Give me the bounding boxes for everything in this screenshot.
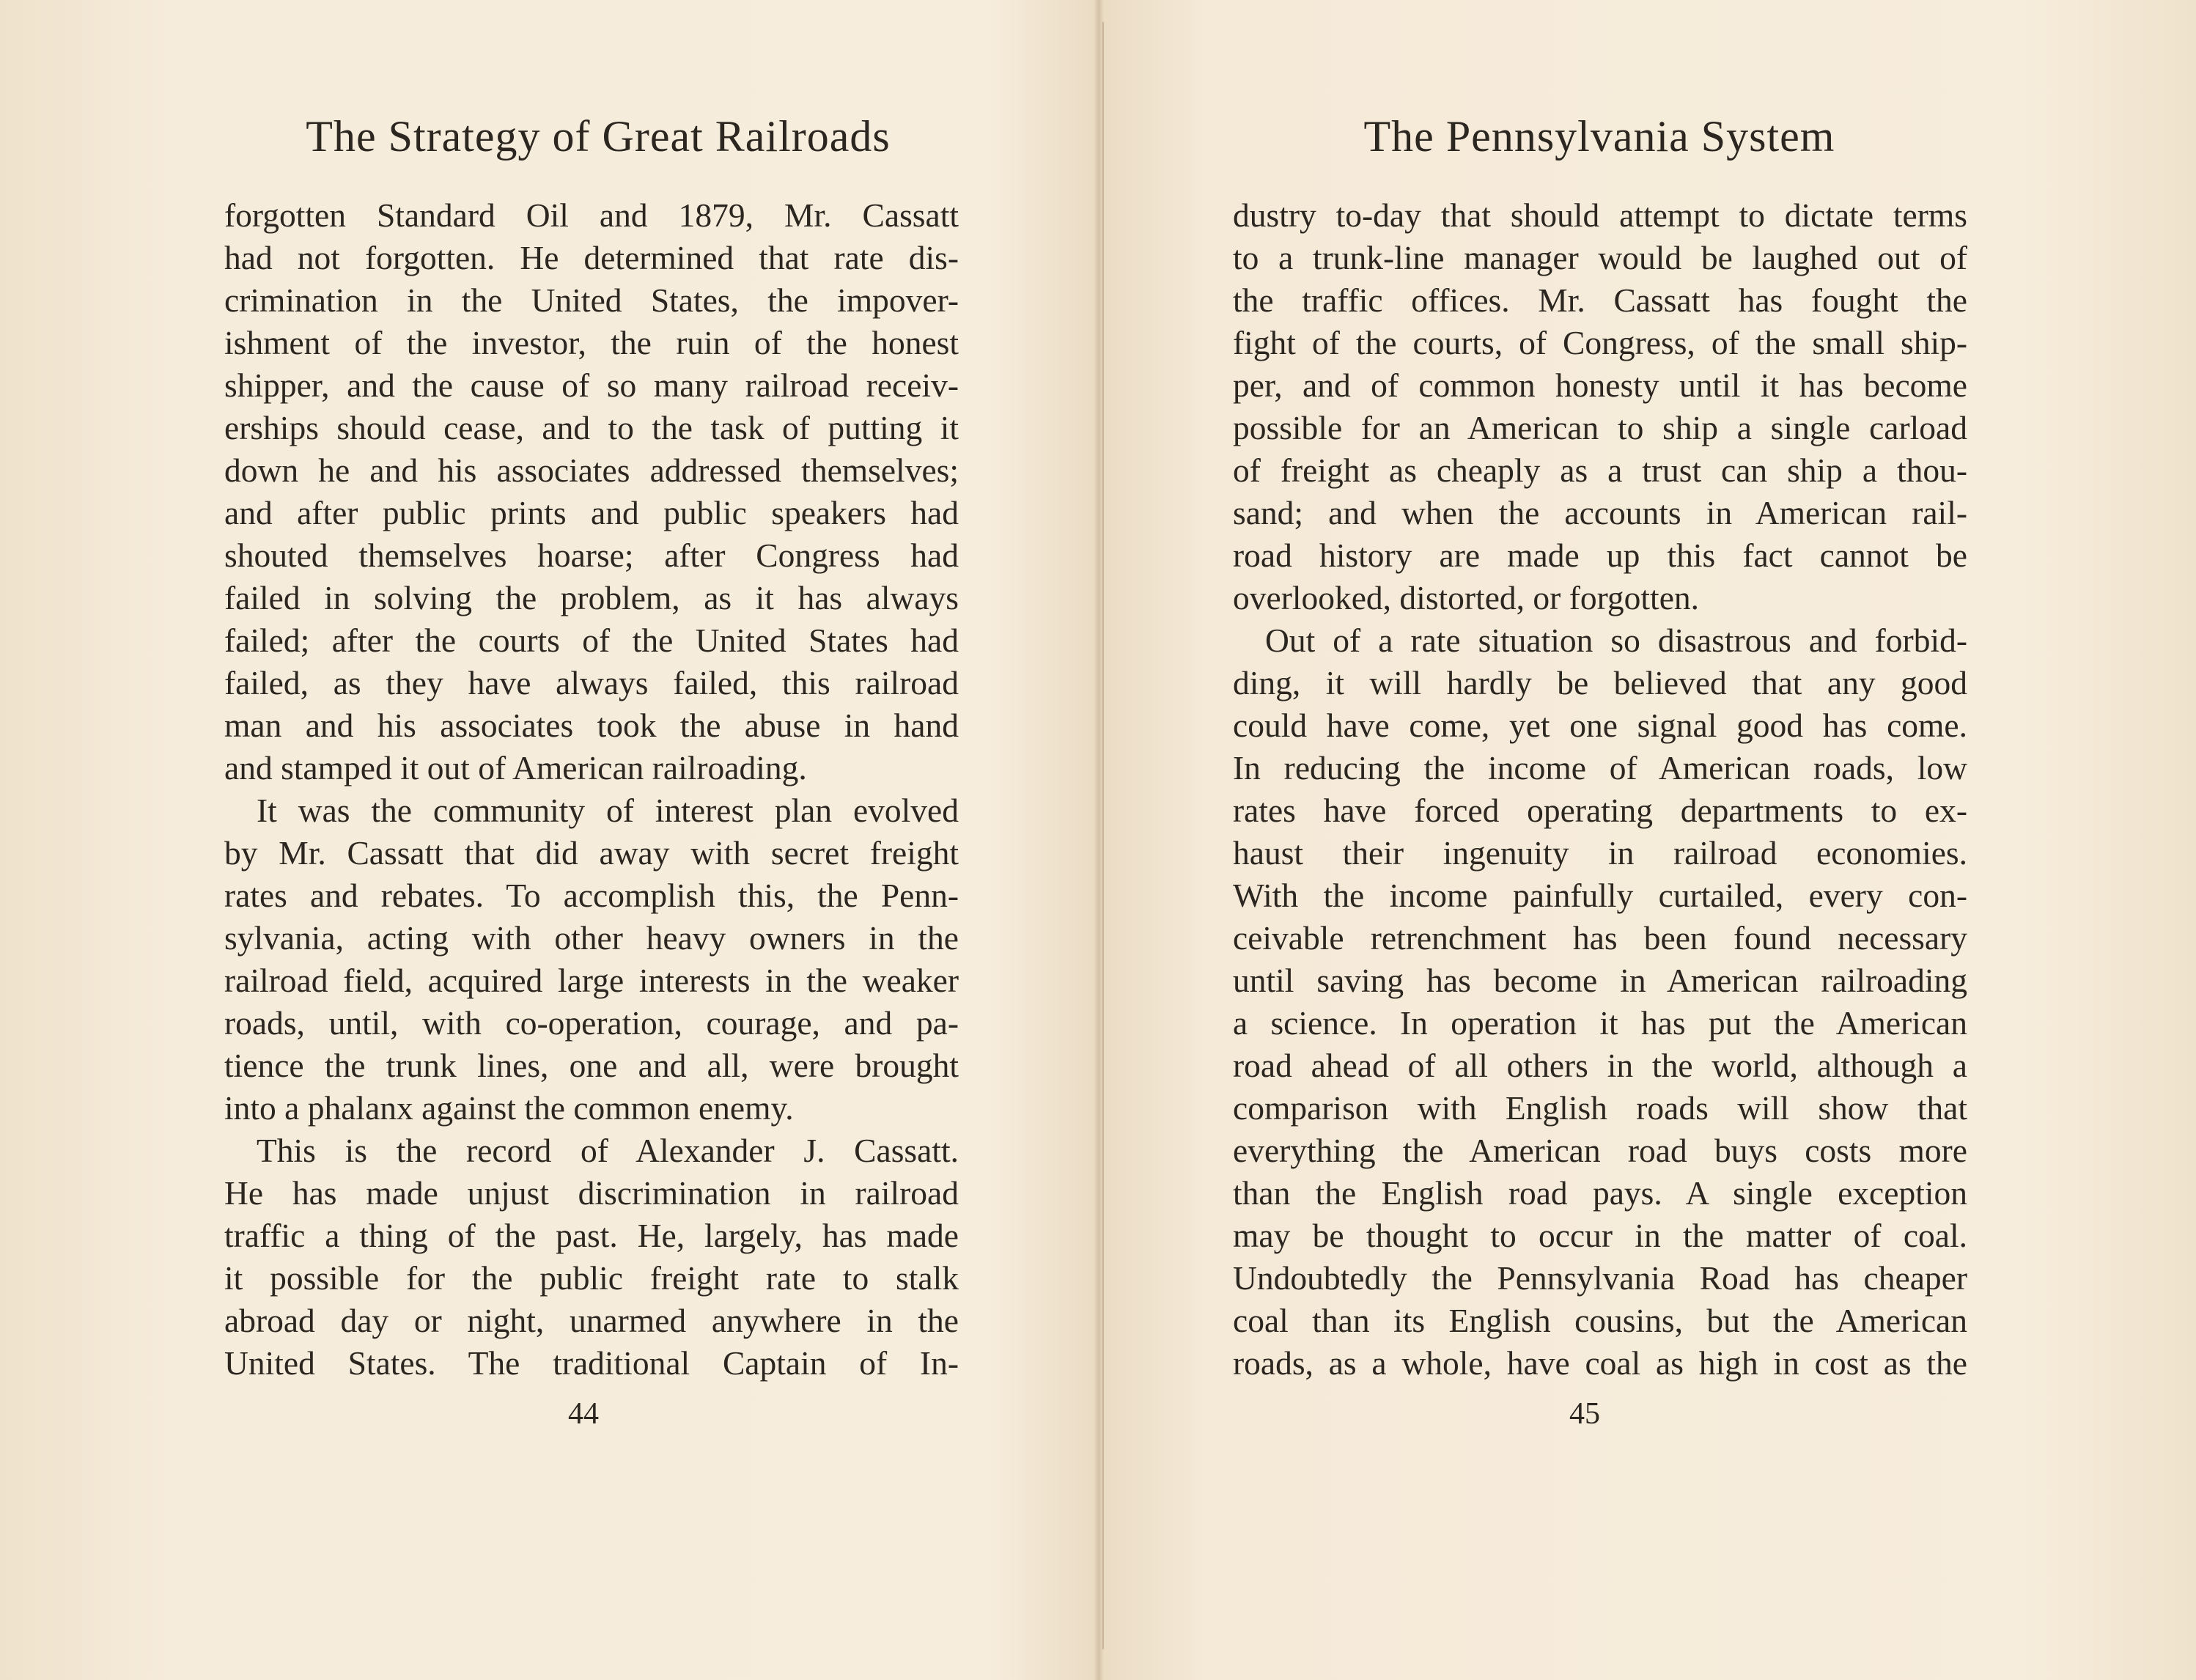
text-line: by Mr. Cassatt that did away with secret freight: [224, 834, 959, 872]
right-page-number: 45: [1569, 1397, 1600, 1431]
left-page: [224, 0, 1221, 1680]
text-line: per, and of common honesty until it has become: [1233, 366, 1967, 404]
text-line: failed, as they have always failed, this railroad: [224, 664, 959, 701]
text-line: comparison with English roads will show that: [1233, 1089, 1967, 1127]
text-line: crimination in the United States, the impover-: [224, 281, 959, 319]
text-line: forgotten Standard Oil and 1879, Mr. Cassatt: [224, 196, 959, 234]
right-running-head: The Pennsylvania System: [1363, 112, 1835, 161]
text-line: overlooked, distorted, or forgotten.: [1233, 579, 1700, 616]
text-line: had not forgotten. He determined that rate dis-: [224, 239, 959, 276]
right-text-block: [1233, 194, 1967, 1385]
text-line: possible for an American to ship a single carload: [1233, 409, 1967, 446]
text-line: the traffic offices. Mr. Cassatt has fought the: [1233, 281, 1967, 319]
text-line: railroad field, acquired large interests in the weaker: [224, 962, 959, 999]
text-line: roads, as a whole, have coal as high in cost as the: [1233, 1344, 1967, 1382]
text-line: everything the American road buys costs more: [1233, 1132, 1967, 1169]
text-line: may be thought to occur in the matter of coal.: [1233, 1217, 1967, 1254]
left-page-number: 44: [568, 1397, 599, 1431]
text-line: than the English road pays. A single exception: [1233, 1174, 1967, 1212]
text-line: man and his associates took the abuse in hand: [224, 707, 959, 744]
right-page: [1233, 0, 2196, 1680]
text-line: This is the record of Alexander J. Cassatt.: [257, 1132, 959, 1169]
text-line: shipper, and the cause of so many railroad receiv-: [224, 366, 959, 404]
text-line: traffic a thing of the past. He, largely, has made: [224, 1217, 959, 1254]
text-line: erships should cease, and to the task of putting it: [224, 409, 959, 446]
text-line: He has made unjust discrimination in railroad: [224, 1174, 959, 1212]
text-line: fight of the courts, of Congress, of the small ship-: [1233, 324, 1967, 361]
text-line: United States. The traditional Captain of In-: [224, 1344, 959, 1382]
text-line: to a trunk-line manager would be laughed out of: [1233, 239, 1967, 276]
text-line: a science. In operation it has put the American: [1233, 1004, 1967, 1042]
text-line: In reducing the income of American roads, low: [1233, 749, 1967, 786]
text-line: rates and rebates. To accomplish this, the Penn-: [224, 877, 959, 914]
text-line: down he and his associates addressed themselves;: [224, 452, 959, 489]
text-line: ceivable retrenchment has been found necessary: [1233, 919, 1967, 957]
text-line: Undoubtedly the Pennsylvania Road has cheaper: [1233, 1259, 1967, 1297]
text-line: road ahead of all others in the world, although a: [1233, 1047, 1967, 1084]
text-line: ding, it will hardly be believed that any good: [1233, 664, 1967, 701]
text-line: rates have forced operating departments to ex-: [1233, 792, 1967, 829]
left-text-block: [224, 194, 959, 1385]
text-line: and after public prints and public speakers had: [224, 494, 959, 531]
text-line: and stamped it out of American railroading.: [224, 749, 807, 786]
text-line: failed; after the courts of the United States had: [224, 622, 959, 659]
text-line: Out of a rate situation so disastrous and forbid-: [1265, 622, 1967, 659]
text-line: It was the community of interest plan evolved: [257, 792, 959, 829]
text-line: With the income painfully curtailed, every con-: [1233, 877, 1967, 914]
text-line: it possible for the public freight rate to stalk: [224, 1259, 959, 1297]
text-line: haust their ingenuity in railroad economies.: [1233, 834, 1967, 872]
text-line: failed in solving the problem, as it has always: [224, 579, 959, 616]
text-line: tience the trunk lines, one and all, were brought: [224, 1047, 959, 1084]
left-running-head: The Strategy of Great Railroads: [306, 112, 891, 161]
text-line: of freight as cheaply as a trust can ship a thou-: [1233, 452, 1967, 489]
text-line: shouted themselves hoarse; after Congress had: [224, 537, 959, 574]
text-line: sand; and when the accounts in American rail-: [1233, 494, 1967, 531]
text-line: road history are made up this fact cannot be: [1233, 537, 1967, 574]
text-line: abroad day or night, unarmed anywhere in the: [224, 1302, 959, 1339]
text-line: until saving has become in American railroading: [1233, 962, 1967, 999]
text-line: into a phalanx against the common enemy.: [224, 1089, 794, 1127]
text-line: roads, until, with co-operation, courage, and pa-: [224, 1004, 959, 1042]
text-line: dustry to-day that should attempt to dictate terms: [1233, 196, 1967, 234]
text-line: ishment of the investor, the ruin of the honest: [224, 324, 959, 361]
text-line: could have come, yet one signal good has come.: [1233, 707, 1967, 744]
text-line: coal than its English cousins, but the American: [1233, 1302, 1967, 1339]
text-line: sylvania, acting with other heavy owners in the: [224, 919, 959, 957]
